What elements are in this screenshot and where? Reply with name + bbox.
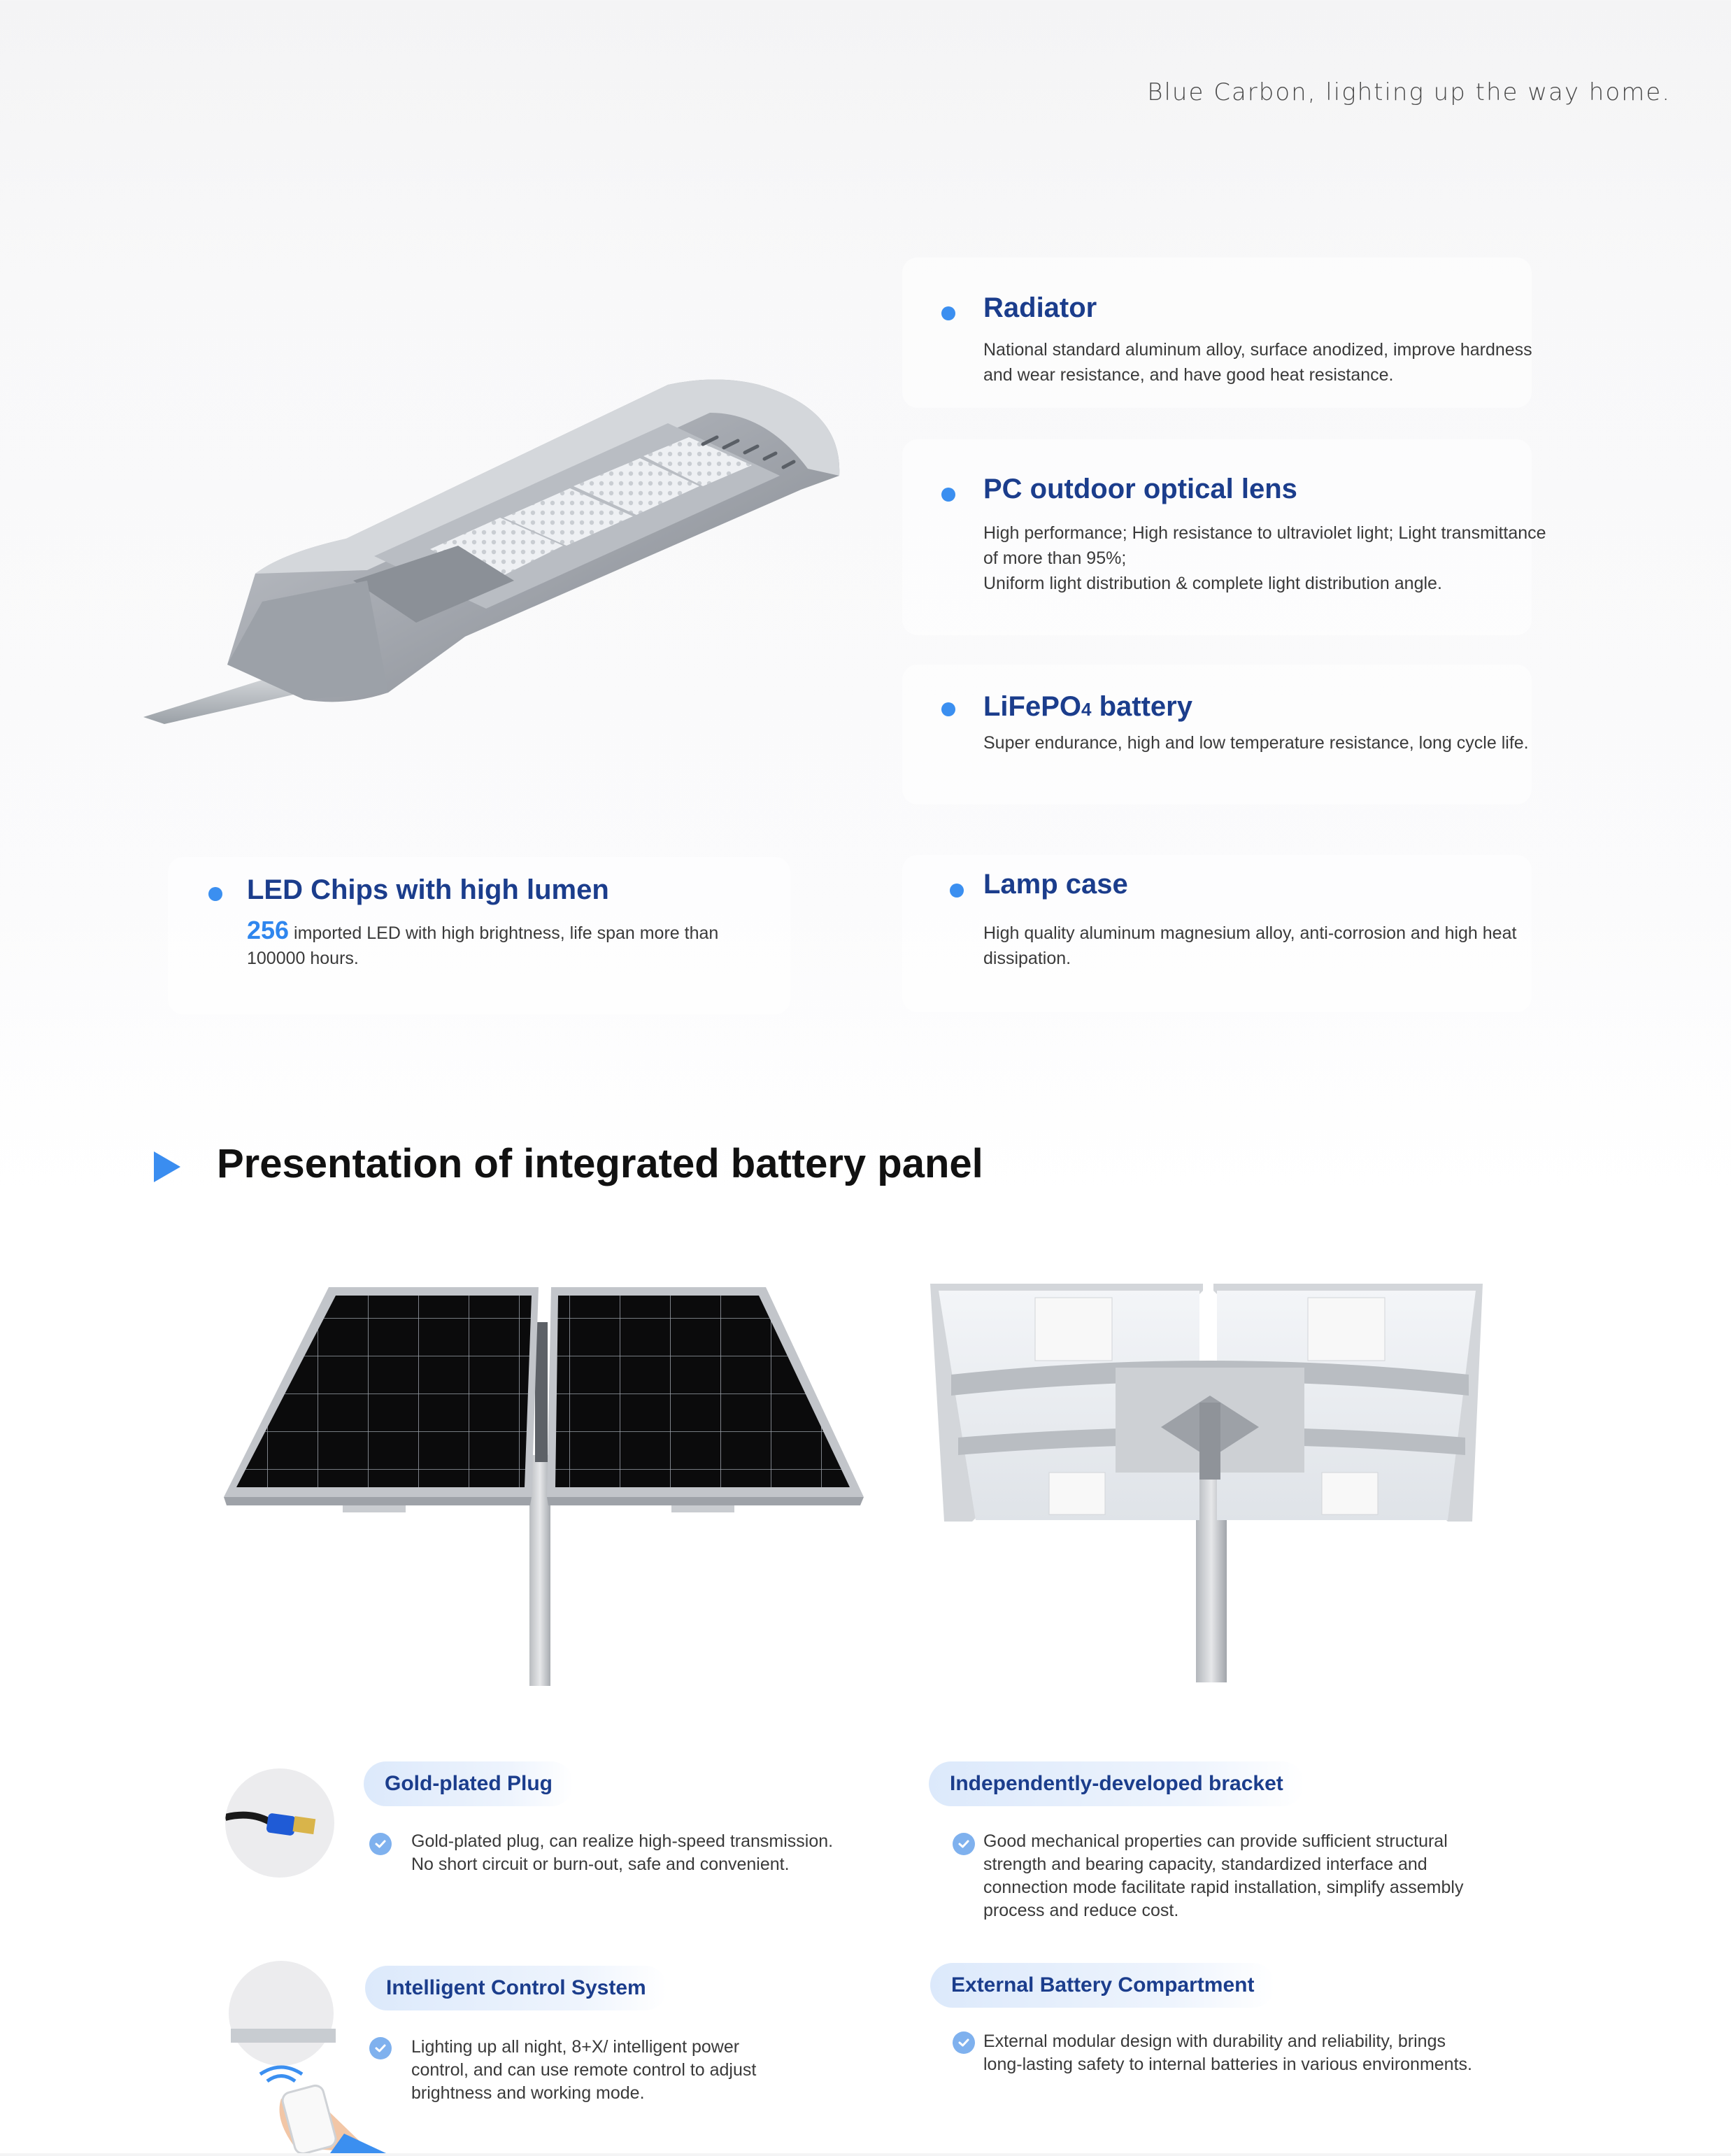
benefit-desc-line: Gold-plated plug, can realize high-speed transmission. xyxy=(411,1831,834,1851)
benefit-desc-line: Lighting up all night, 8+X/ intelligent power xyxy=(411,2037,740,2057)
check-icon xyxy=(369,1833,392,1855)
bullet-dot xyxy=(208,887,222,901)
bullet-dot xyxy=(941,702,955,716)
benefit-desc-bracket xyxy=(983,1830,1515,1922)
feature-title-case: Lamp case xyxy=(983,869,1128,900)
feature-title-lens: PC outdoor optical lens xyxy=(983,474,1297,504)
feature-desc-line: and wear resistance, and have good heat resistance. xyxy=(983,365,1394,385)
feature-desc-line: National standard aluminum alloy, surface anodized, improve hardness xyxy=(983,340,1532,360)
tagline: Blue Carbon, lighting up the way home. xyxy=(1147,78,1671,106)
solar-panel-back-image xyxy=(930,1277,1490,1682)
led-desc-text: imported LED with high brightness, life span more than xyxy=(289,923,719,943)
battery-title-subscript: 4 xyxy=(1081,699,1092,720)
feature-desc-line: of more than 95%; xyxy=(983,548,1127,568)
benefit-desc-line: No short circuit or burn-out, safe and convenient. xyxy=(411,1854,790,1874)
benefit-desc-control xyxy=(411,2036,915,2105)
feature-desc-line: dissipation. xyxy=(983,949,1071,968)
feature-desc-radiator xyxy=(983,337,1585,388)
feature-title-radiator: Radiator xyxy=(983,292,1097,323)
benefit-title-plug: Gold-plated Plug xyxy=(364,1761,574,1806)
check-icon xyxy=(953,2031,975,2054)
benefit-desc-line: brightness and working mode. xyxy=(411,2083,645,2103)
benefit-title-bracket: Independently-developed bracket xyxy=(929,1761,1304,1806)
feature-desc-line: Super endurance, high and low temperature resistance, long cycle life. xyxy=(983,733,1529,753)
feature-desc-case xyxy=(983,921,1585,971)
feature-title-battery xyxy=(983,691,1192,723)
check-icon xyxy=(953,1833,975,1855)
plug-image xyxy=(225,1768,334,1878)
feature-desc-line: High performance; High resistance to ultraviolet light; Light transmittance xyxy=(983,523,1546,543)
feature-desc-led xyxy=(247,918,792,971)
benefit-desc-line: process and reduce cost. xyxy=(983,1901,1179,1920)
benefit-desc-line: control, and can use remote control to adjust xyxy=(411,2060,757,2080)
benefit-desc-line: Good mechanical properties can provide sufficient structural xyxy=(983,1831,1448,1851)
battery-title-main: LiFePO xyxy=(983,691,1082,722)
section-title: Presentation of integrated battery panel xyxy=(217,1141,983,1186)
check-icon xyxy=(369,2037,392,2059)
feature-desc-line: 100000 hours. xyxy=(247,949,359,968)
led-count: 256 xyxy=(247,916,290,944)
benefit-desc-line: long-lasting safety to internal batteries in various environments. xyxy=(983,2055,1472,2074)
feature-desc-line: Uniform light distribution & complete light distribution angle. xyxy=(983,574,1442,593)
benefit-desc-line: connection mode facilitate rapid installation, simplify assembly xyxy=(983,1878,1464,1897)
benefit-desc-compartment xyxy=(983,2030,1515,2076)
bullet-dot xyxy=(941,306,955,320)
battery-title-end: battery xyxy=(1091,691,1192,722)
section-arrow-icon xyxy=(154,1151,180,1182)
feature-desc-lens xyxy=(983,520,1599,596)
solar-panel-front-image xyxy=(217,1280,867,1686)
feature-desc-line: High quality aluminum magnesium alloy, anti-corrosion and high heat xyxy=(983,923,1517,943)
benefit-title-control: Intelligent Control System xyxy=(365,1966,667,2010)
benefit-desc-plug xyxy=(411,1830,915,1876)
feature-desc-line xyxy=(247,918,792,946)
feature-title-led: LED Chips with high lumen xyxy=(247,874,609,905)
benefit-desc-line: External modular design with durability and reliability, brings xyxy=(983,2031,1446,2051)
feature-desc-battery xyxy=(983,730,1585,756)
benefit-desc-line: strength and bearing capacity, standardized interface and xyxy=(983,1854,1427,1874)
bullet-dot xyxy=(950,884,964,898)
benefit-title-compartment: External Battery Compartment xyxy=(930,1963,1275,2008)
bullet-dot xyxy=(941,488,955,502)
street-lamp-image xyxy=(136,371,871,735)
